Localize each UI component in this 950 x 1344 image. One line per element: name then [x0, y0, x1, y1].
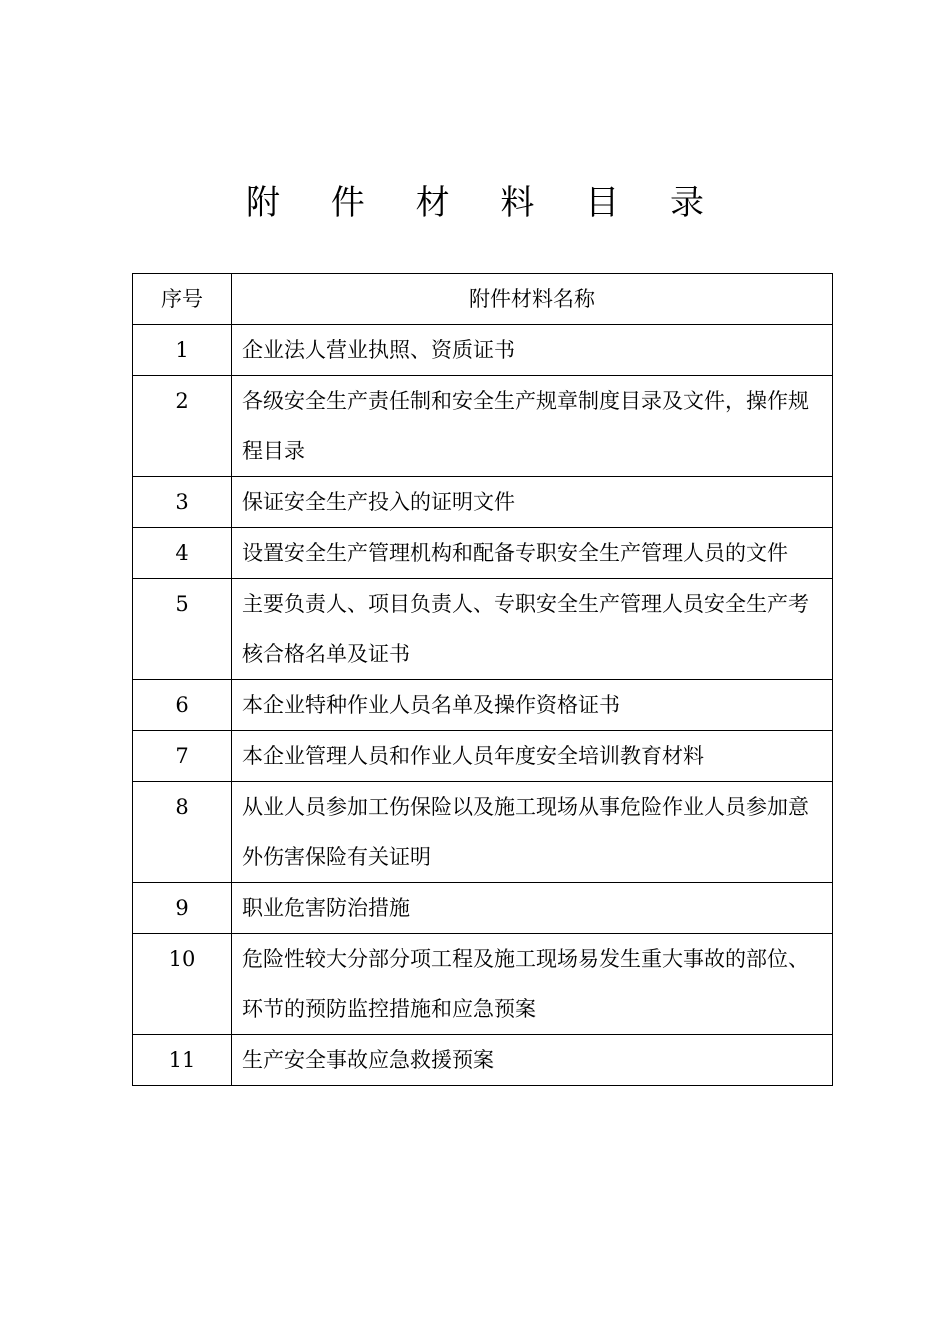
row-number: 6 — [133, 680, 232, 731]
row-number: 9 — [133, 883, 232, 934]
material-name: 危险性较大分部分项工程及施工现场易发生重大事故的部位、环节的预防监控措施和应急预案 — [232, 934, 833, 1035]
table-row — [133, 376, 833, 477]
material-name: 主要负责人、项目负责人、专职安全生产管理人员安全生产考核合格名单及证书 — [232, 579, 833, 680]
row-number: 3 — [133, 477, 232, 528]
row-number: 8 — [133, 782, 232, 883]
row-number: 10 — [133, 934, 232, 1035]
table-row — [133, 680, 833, 731]
row-number: 1 — [133, 325, 232, 376]
table-row — [133, 477, 833, 528]
row-number: 5 — [133, 579, 232, 680]
material-name: 保证安全生产投入的证明文件 — [232, 477, 833, 528]
material-name: 职业危害防治措施 — [232, 883, 833, 934]
table-row — [133, 325, 833, 376]
material-name: 企业法人营业执照、资质证书 — [232, 325, 833, 376]
table-row — [133, 731, 833, 782]
header-name: 附件材料名称 — [232, 274, 833, 325]
row-number: 4 — [133, 528, 232, 579]
page-title: 附 件 材 料 目 录 — [245, 183, 725, 223]
table-row — [133, 782, 833, 883]
table-row — [133, 883, 833, 934]
material-name: 设置安全生产管理机构和配备专职安全生产管理人员的文件 — [232, 528, 833, 579]
material-name: 从业人员参加工伤保险以及施工现场从事危险作业人员参加意外伤害保险有关证明 — [232, 782, 833, 883]
material-name: 本企业特种作业人员名单及操作资格证书 — [232, 680, 833, 731]
materials-table — [132, 273, 833, 1086]
row-number: 11 — [133, 1035, 232, 1086]
header-no: 序号 — [133, 274, 232, 325]
material-name: 生产安全事故应急救援预案 — [232, 1035, 833, 1086]
table-row — [133, 528, 833, 579]
material-name: 本企业管理人员和作业人员年度安全培训教育材料 — [232, 731, 833, 782]
table-header-row — [133, 274, 833, 325]
table-row — [133, 1035, 833, 1086]
row-number: 2 — [133, 376, 232, 477]
material-name: 各级安全生产责任制和安全生产规章制度目录及文件，操作规程目录 — [232, 376, 833, 477]
table-row — [133, 579, 833, 680]
row-number: 7 — [133, 731, 232, 782]
table-row — [133, 934, 833, 1035]
